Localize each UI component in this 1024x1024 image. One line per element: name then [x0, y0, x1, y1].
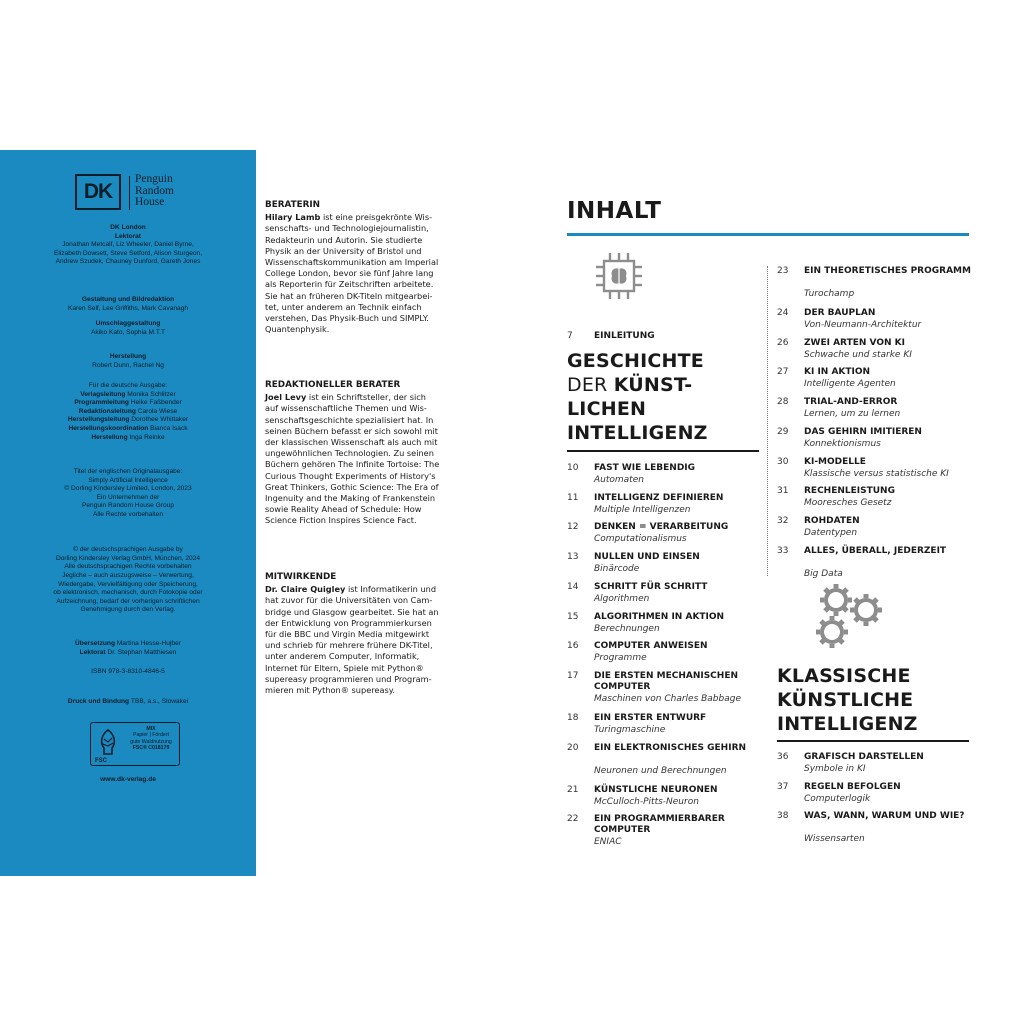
imprint-panel — [0, 150, 256, 876]
imprint-line: Alle Rechte vorbehalten — [92, 510, 163, 518]
toc-entry-subtitle: Big Data — [804, 568, 843, 579]
toc-intro-page: 7 — [567, 331, 573, 341]
imprint-line: Dorling Kindersley Verlag GmbH, München, 2024 — [55, 554, 201, 562]
toc-column-2 — [777, 266, 977, 579]
bio-line: der Entwicklung von Programmierkursen — [265, 617, 432, 628]
contributor-bio — [265, 392, 463, 526]
imprint-line: Gestaltung und Bildredaktion — [81, 296, 175, 303]
toc-page-number: 13 — [567, 552, 579, 563]
toc-entry-title: REGELN BEFOLGEN — [804, 781, 901, 792]
imprint-block — [10, 640, 246, 657]
contributor-section — [265, 380, 463, 527]
imprint-block — [10, 320, 246, 337]
toc-entry-subtitle: Maschinen von Charles Babbage — [594, 693, 741, 704]
toc-entry-subtitle: Computationalismus — [594, 534, 687, 545]
fsc-mix-label — [90, 722, 180, 766]
fsc-tree-icon — [95, 727, 121, 761]
bio-line: Dr. Claire Quigley ist Informatikerin und — [265, 584, 437, 595]
toc-page-number: 28 — [777, 397, 789, 408]
imprint-line: Wiedergabe, Vervielfältigung oder Speicherung, — [58, 580, 198, 588]
imprint-line: Elizabeth Dowsett, Steve Setford, Alison Sturgeon, — [53, 249, 203, 257]
imprint-line: Redaktionsleitung Carola Wiese — [78, 407, 178, 415]
toc-page-number: 23 — [777, 266, 789, 276]
toc-entry-title: COMPUTER ANWEISEN — [594, 641, 708, 652]
toc-entry-title: RECHENLEISTUNG — [804, 486, 895, 497]
bio-line: auf wissenschaftliche Themen und Wis- — [265, 403, 427, 414]
imprint-block — [10, 468, 246, 520]
toc-entry-subtitle: Programme — [594, 653, 647, 664]
contributor-bio — [265, 212, 463, 335]
toc-column-3 — [777, 752, 977, 852]
toc-page-number: 37 — [777, 781, 789, 792]
imprint-line: Jegliche – auch auszugsweise – Verwertung, — [62, 572, 194, 579]
toc-page-number: 20 — [567, 742, 579, 753]
bio-line: Büchern gehören The Infinite Tortoise: The — [265, 459, 440, 470]
imprint-line: Robert Dunn, Rachel Ng — [92, 361, 164, 369]
contributor-section — [265, 200, 463, 335]
toc-entry-title: GRAFISCH DARSTELLEN — [804, 752, 924, 762]
bio-line: seinen Büchern befasst er sich sowohl mit — [265, 425, 438, 436]
ai-chip-brain-icon — [594, 251, 644, 301]
toc-page-number: 22 — [567, 814, 579, 825]
imprint-block — [10, 698, 246, 707]
imprint-line: © Dorling Kindersley Limited, London, 2023 — [64, 485, 192, 493]
bio-line: mieren mit Python® supereasy. — [265, 685, 396, 696]
toc-entry-subtitle: Klassische versus statistische KI — [804, 468, 949, 479]
toc-page-number: 11 — [567, 492, 579, 503]
toc-page-number: 24 — [777, 308, 789, 318]
toc-entry-title: EIN THEORETISCHES PROGRAMM — [804, 266, 971, 276]
section-title-klassische: KLASSISCHE KÜNSTLICHE INTELLIGENZ — [777, 665, 918, 735]
bio-line: hat zuvor für die Universitäten von Cam- — [265, 595, 433, 606]
toc-entry-subtitle: Mooresches Gesetz — [804, 498, 892, 509]
bio-line: Joel Levy ist ein Schriftsteller, der sich — [265, 392, 426, 403]
imprint-line: DK London — [110, 224, 146, 231]
toc-entry-title: KÜNSTLICHE NEURONEN — [594, 784, 718, 795]
imprint-line: © der deutschsprachigen Ausgabe by — [73, 546, 183, 553]
section-rule — [567, 450, 759, 452]
toc-page-number: 17 — [567, 670, 579, 681]
imprint-line: Penguin Random House Group — [81, 502, 174, 510]
toc-entry-subtitle: Algorithmen — [594, 593, 650, 604]
bio-line: als Reporterin für Zeitschriften arbeitete. — [265, 279, 434, 290]
imprint-line: Herstellungskoordination Bianca Isack — [68, 424, 188, 432]
imprint-line: Titel der englischen Originalausgabe: — [73, 468, 183, 475]
imprint-line: Jonathan Metcalf, Liz Wheeler, Daniel Byrne, — [62, 241, 194, 249]
imprint-line: Lektorat — [114, 232, 141, 240]
section-rule — [777, 740, 969, 742]
imprint-line: ob elektronisch, mechanisch, durch Fotokopie oder — [53, 589, 203, 597]
imprint-block — [10, 546, 246, 572]
toc-entry-subtitle: Berechnungen — [594, 623, 660, 634]
contributor-bio — [265, 584, 463, 696]
imprint-block — [10, 668, 246, 677]
toc-entry-subtitle: Computerlogik — [804, 793, 871, 804]
toc-entry-subtitle: ENIAC — [594, 837, 622, 848]
imprint-line: Programmleitung Heike Faßbender — [74, 399, 182, 407]
imprint-block — [10, 224, 246, 267]
imprint-line: Umschlaggestaltung — [95, 320, 161, 327]
toc-entry-title: TRIAL-AND-ERROR — [804, 397, 898, 408]
toc-entry-title: KI-MODELLE — [804, 456, 866, 467]
toc-page-number: 12 — [567, 522, 579, 533]
website-link[interactable]: www.dk-verlag.de — [100, 776, 156, 783]
bio-line: verstehen, Das Physik-Buch und SIMPLY. — [265, 313, 429, 324]
imprint-line: ISBN 978-3-8310-4846-5 — [91, 668, 165, 675]
imprint-block — [10, 353, 246, 370]
bio-line: Internet für Eltern, Spiele mit Python® — [265, 662, 424, 673]
toc-entry-subtitle: Wissensarten — [804, 834, 865, 845]
toc-entry-title: DIE ERSTEN MECHANISCHEN COMPUTER — [594, 670, 738, 692]
bio-line: College London, bevor sie fünf Jahre lang — [265, 268, 434, 279]
toc-entry-subtitle: Symbole in KI — [804, 764, 866, 774]
toc-page-number: 26 — [777, 337, 789, 348]
bio-line: tet, unter anderem an Technik einfach — [265, 301, 422, 312]
toc-column-1 — [567, 463, 767, 848]
section-title-geschichte: GESCHICHTE DER KÜNST- LICHEN INTELLIGENZ — [567, 350, 708, 444]
toc-page-number: 29 — [777, 426, 789, 437]
imprint-block — [10, 572, 246, 615]
column-divider — [767, 266, 769, 576]
bio-line: senschafts- und Technologiejournalistin, — [265, 223, 429, 234]
imprint-line: Übersetzung Martina Hesse-Hujber — [75, 640, 181, 647]
toc-entry-subtitle: Schwache und starke KI — [804, 349, 912, 360]
toc-entry-title: NULLEN UND EINSEN — [594, 552, 700, 563]
toc-entry-subtitle: Turochamp — [804, 289, 855, 299]
toc-page-number: 18 — [567, 712, 579, 723]
toc-entry-title: EIN PROGRAMMIERBARER COMPUTER — [594, 814, 725, 836]
toc-page-number: 30 — [777, 456, 789, 467]
contributor-section — [265, 572, 463, 696]
imprint-line: Lektorat Dr. Stephan Matthiesen — [79, 648, 177, 656]
toc-entry-subtitle: Lernen, um zu lernen — [804, 409, 901, 420]
bio-line: Redakteurin und Autorin. Sie studierte — [265, 234, 423, 245]
imprint-block — [10, 382, 246, 442]
toc-entry-subtitle: Turingmaschine — [594, 724, 666, 735]
fsc-mix-text: MIX Papier | Fördert gute Waldnutzung FSC® C018179 — [130, 726, 172, 752]
imprint-line: Verlagsleitung Monika Schlitzer — [80, 390, 176, 398]
bio-line: unter anderem Computer, Informatik, — [265, 651, 420, 662]
toc-entry-title: FAST WIE LEBENDIG — [594, 463, 696, 473]
toc-page-number: 31 — [777, 486, 789, 497]
toc-entry-subtitle: Binärcode — [594, 564, 640, 575]
imprint-block — [10, 296, 246, 313]
imprint-line: Herstellung Inga Reinke — [91, 433, 165, 441]
toc-entry-title: INTELLIGENZ DEFINIEREN — [594, 492, 724, 503]
contributor-heading: MITWIRKENDE — [265, 572, 337, 582]
bio-line: der klassischen Wissenschaft als auch mit — [265, 437, 438, 448]
toc-entry-subtitle: Konnektionismus — [804, 438, 881, 449]
toc-entry-subtitle: Multiple Intelligenzen — [594, 504, 691, 515]
contributor-heading: REDAKTIONELLER BERATER — [265, 380, 401, 390]
contents-title-rule — [567, 233, 969, 236]
toc-page-number: 27 — [777, 367, 789, 378]
toc-entry-title: ALGORITHMEN IN AKTION — [594, 611, 725, 622]
bio-line: bridge und Glasgow gearbeitet. Sie hat an — [265, 606, 439, 617]
contributor-heading: BERATERIN — [265, 200, 321, 210]
toc-entry-subtitle: Automaten — [594, 475, 644, 485]
toc-page-number: 21 — [567, 784, 579, 795]
bio-line: Curious Thought Experiments of History's — [265, 470, 436, 481]
imprint-line: Herstellung — [109, 353, 147, 360]
imprint-line: Karen Self, Lee Griffiths, Mark Cavanagh — [67, 304, 189, 312]
bio-line: Ingenuity and the Making of Frankenstein — [265, 493, 436, 504]
imprint-line: Aufzeichnung, bedarf der vorherigen schriftlichen — [56, 597, 200, 605]
bio-line: Physik an der University of Bristol und — [265, 245, 422, 256]
toc-entry-title: DER BAUPLAN — [804, 308, 876, 318]
imprint-line: Andrew Szudek, Chauney Dunford, Gareth Jones — [55, 258, 201, 266]
toc-entry-subtitle: Datentypen — [804, 527, 858, 538]
fsc-label: FSC — [95, 758, 107, 764]
gears-icon — [808, 580, 888, 654]
toc-intro-label[interactable]: EINLEITUNG — [594, 331, 655, 341]
toc-page-number: 36 — [777, 752, 789, 762]
toc-entry-subtitle: Neuronen und Berechnungen — [594, 765, 727, 776]
toc-page-number: 16 — [567, 641, 579, 652]
bio-line: Sie hat an früheren DK-Titeln mitgearbei- — [265, 290, 433, 301]
bio-line: ungewöhnlichen Technologien. Zu seinen — [265, 448, 434, 459]
toc-page-number: 15 — [567, 611, 579, 622]
toc-entry-title: EIN ELEKTRONISCHES GEHIRN — [594, 742, 747, 753]
bio-line: und schrieb für mehrere frühere DK-Titel, — [265, 640, 433, 651]
penguin-random-house-wordmark: Penguin Random House — [135, 173, 174, 208]
bio-line: Great Thinkers, Gothic Science: The Era of — [265, 481, 439, 492]
bio-line: supereasy programmieren und Program- — [265, 673, 432, 684]
bio-line: Science Fiction Inspires Science Fact. — [265, 515, 417, 526]
bio-line: Wissenschaftskommunikation am Imperial — [265, 257, 439, 268]
toc-page-number: 14 — [567, 581, 579, 592]
toc-entry-title: ZWEI ARTEN VON KI — [804, 337, 905, 348]
toc-entry-title: DAS GEHIRN IMITIEREN — [804, 426, 922, 437]
toc-page-number: 38 — [777, 811, 789, 822]
imprint-line: Simply Artificial Intelligence — [88, 476, 168, 484]
toc-entry-subtitle: Intelligente Agenten — [804, 379, 896, 390]
toc-entry-subtitle: Von-Neumann-Architektur — [804, 320, 922, 330]
bio-line: senschaftsgeschichte spezialisiert hat. In — [265, 414, 434, 425]
dk-logo: DK — [75, 174, 121, 210]
toc-page-number: 10 — [567, 463, 579, 473]
imprint-line: Akiko Kato, Sophia M.T.T — [90, 328, 166, 336]
imprint-line: Ein Unternehmen der — [96, 493, 160, 501]
imprint-line: Für die deutsche Ausgabe: — [88, 382, 168, 389]
contents-title: INHALT — [567, 198, 662, 224]
toc-entry-title: EIN ERSTER ENTWURF — [594, 712, 707, 723]
logo-divider — [129, 176, 130, 210]
toc-entry-title: ALLES, ÜBERALL, JEDERZEIT — [804, 545, 947, 556]
imprint-line: Herstellungsleitung Dorothee Whittaker — [67, 416, 189, 424]
toc-entry-title: SCHRITT FÜR SCHRITT — [594, 581, 708, 592]
toc-page-number: 32 — [777, 515, 789, 526]
toc-entry-title: KI IN AKTION — [804, 367, 871, 378]
toc-entry-title: WAS, WANN, WARUM UND WIE? — [804, 811, 965, 822]
imprint-line: Alle deutschsprachigen Rechte vorbehalten — [64, 563, 192, 571]
imprint-line: Druck und Bindung TBB, a.s., Slowakei — [67, 698, 189, 705]
bio-line: Quantenphysik. — [265, 324, 330, 335]
bio-line: sowie Reality Ahead of Schedule: How — [265, 504, 422, 515]
toc-entry-title: DENKEN = VERARBEITUNG — [594, 522, 729, 533]
toc-entry-title: ROHDATEN — [804, 515, 860, 526]
bio-line: Hilary Lamb ist eine preisgekrönte Wis- — [265, 212, 433, 223]
dk-penguin-random-house-logo — [75, 174, 185, 212]
toc-page-number: 33 — [777, 545, 789, 556]
imprint-line: Genehmigung durch den Verlag. — [80, 606, 176, 614]
bio-line: für die BBC und Virgin Media mitgewirkt — [265, 629, 430, 640]
toc-entry-subtitle: McCulloch-Pitts-Neuron — [594, 796, 699, 807]
